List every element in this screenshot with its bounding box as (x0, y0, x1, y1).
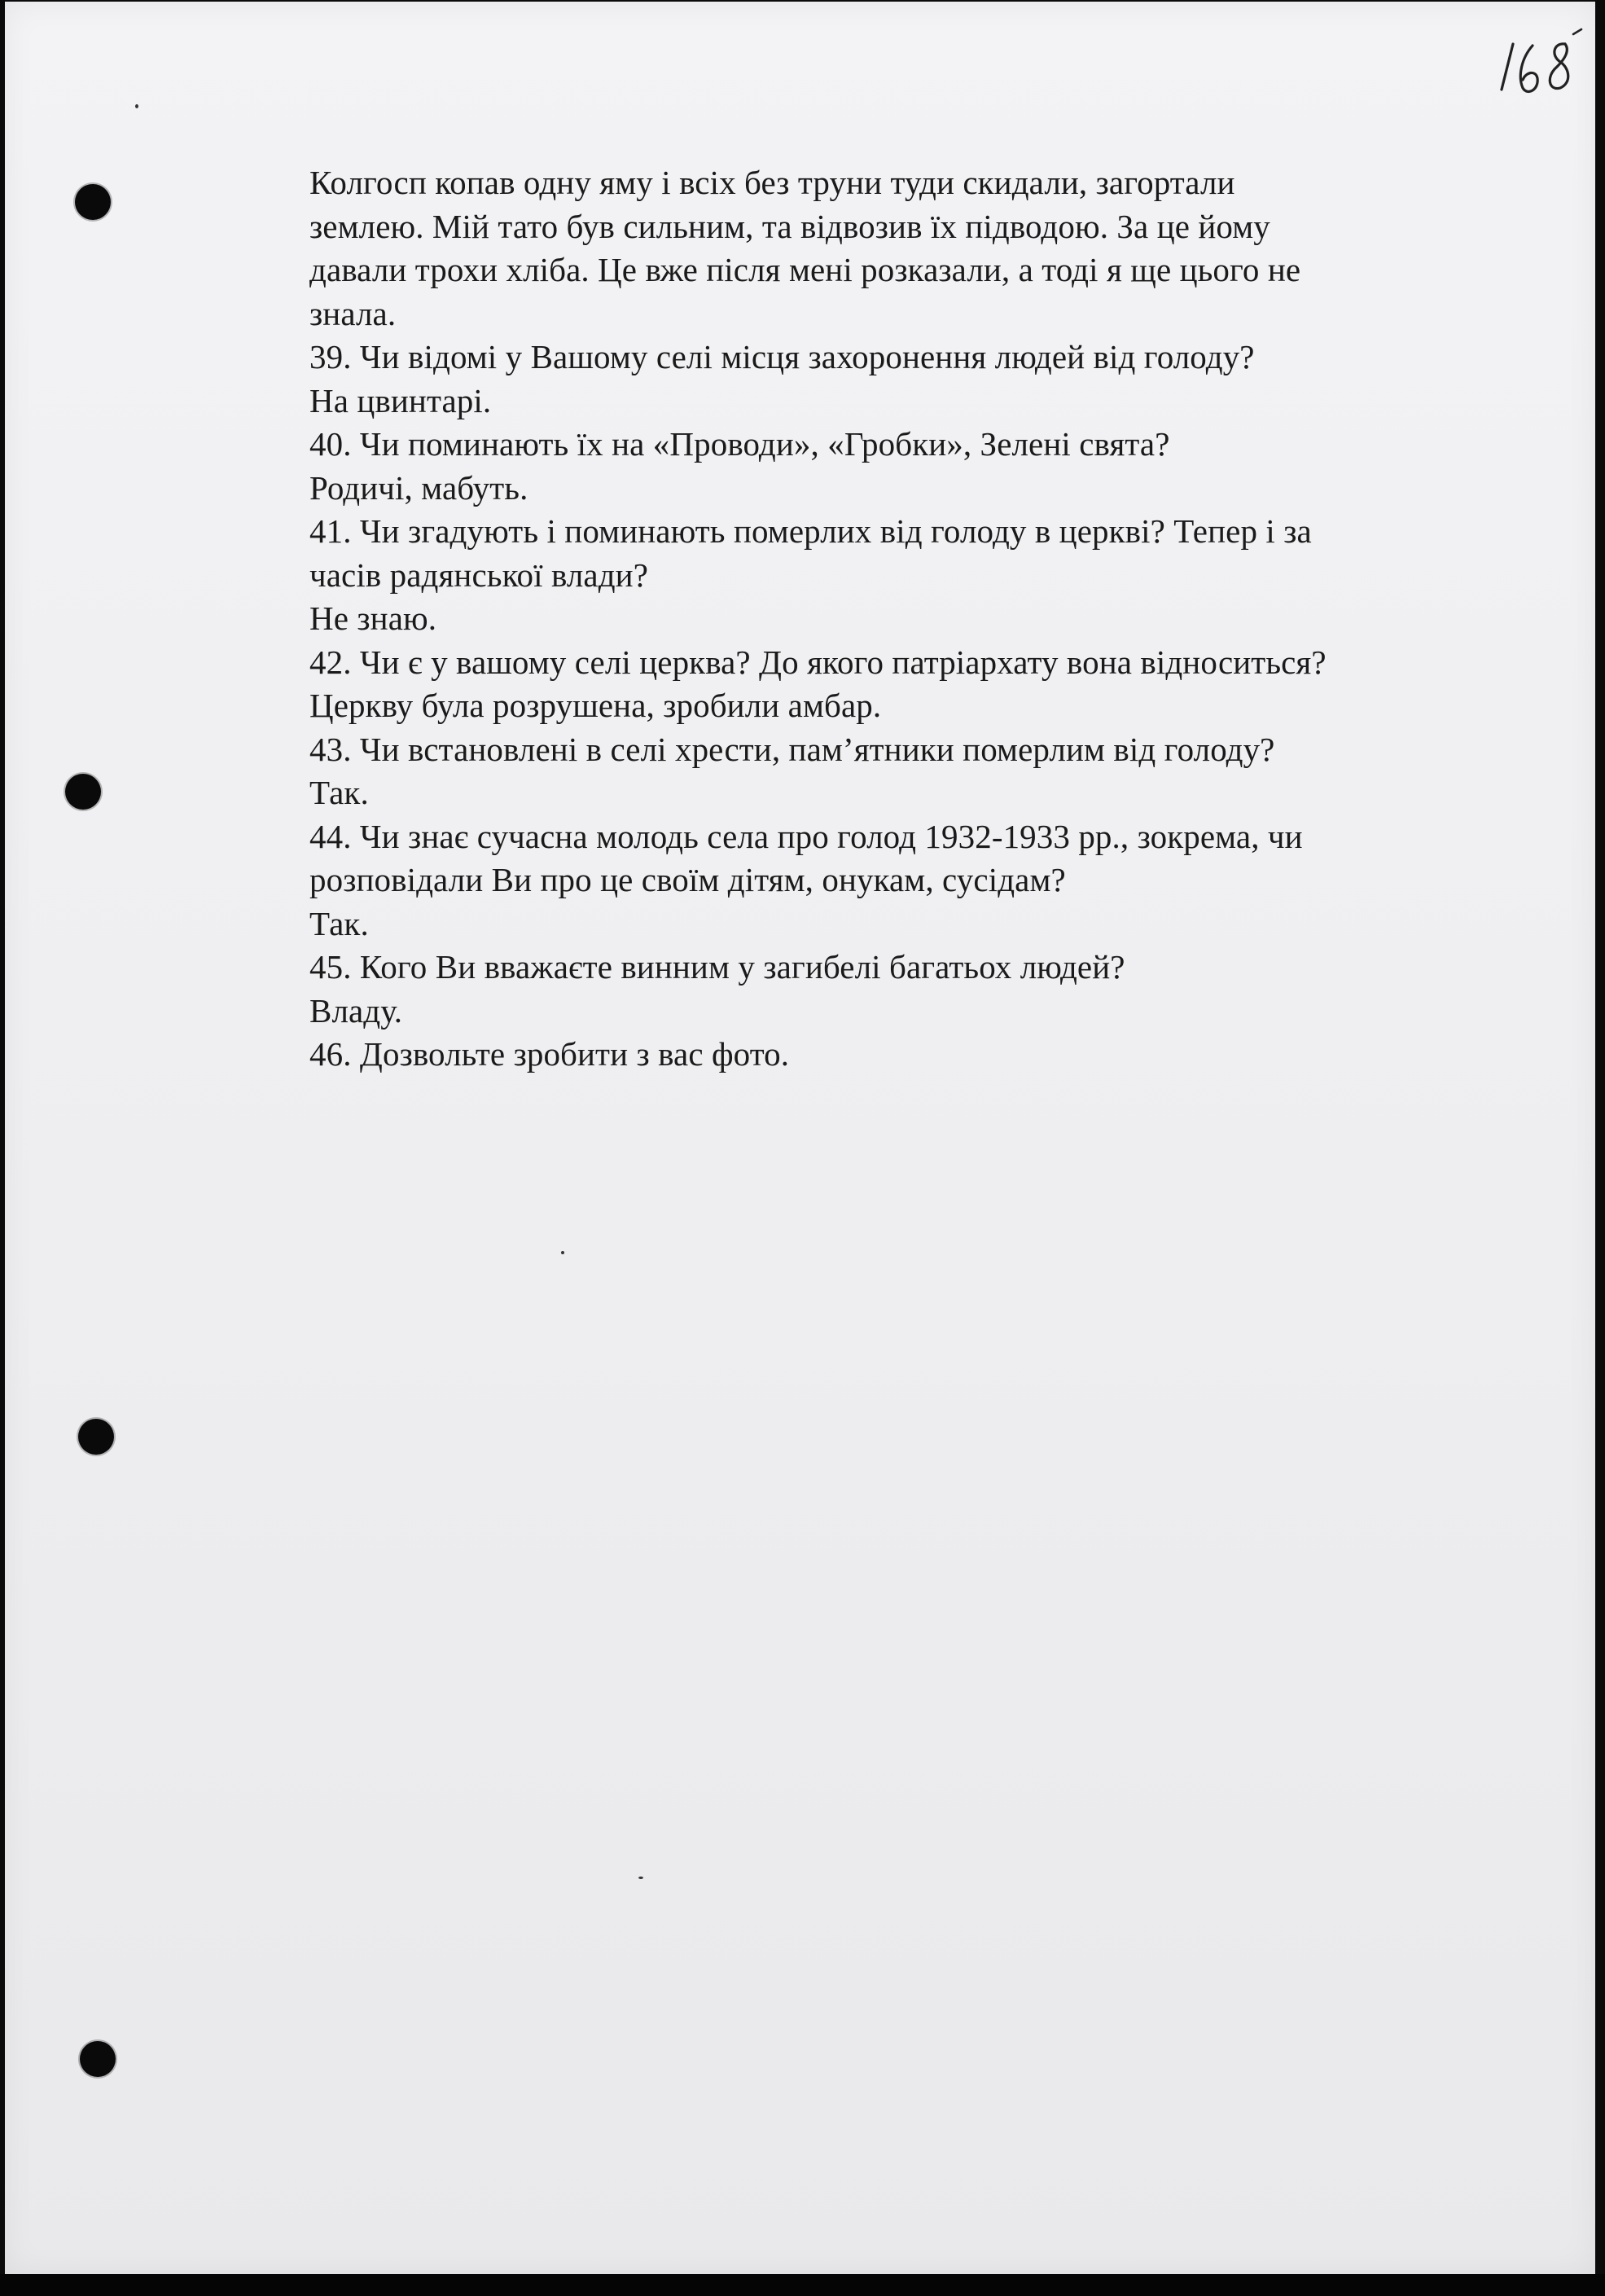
answer-line: Родичі, мабуть. (309, 468, 528, 507)
handwritten-page-number (1485, 26, 1591, 108)
answer-line: Не знаю. (309, 599, 437, 637)
text-line: знала. (309, 294, 397, 332)
punch-hole-3 (78, 1419, 114, 1455)
text-line: Колгосп копав одну яму і всіх без труни туди скидали, загортали (309, 164, 1235, 201)
question-line: 43. Чи встановлені в селі хрести, пам’ятники померлим від голоду? (309, 730, 1275, 768)
document-page (5, 2, 1595, 2274)
answer-line: Так. (309, 904, 369, 942)
question-line: 46. Дозвольте зробити з вас фото. (309, 1035, 790, 1073)
dust-speck (638, 1877, 643, 1879)
question-line: 45. Кого Ви вважаєте винним у загибелі багатьох людей? (309, 948, 1125, 986)
answer-line: Владу. (309, 991, 403, 1029)
text-line: землею. Мій тато був сильним, та відвозив їх підводою. За це йому (309, 207, 1270, 245)
question-line: часів радянської влади? (309, 555, 649, 594)
question-line: 44. Чи знає сучасна молодь села про голод 1932-1933 рр., зокрема, чи (309, 817, 1303, 855)
answer-line: Так. (309, 774, 369, 811)
dust-speck (561, 1251, 564, 1254)
question-line: 40. Чи поминають їх на «Проводи», «Гробки», Зелені свята? (309, 425, 1170, 463)
question-line: 41. Чи згадують і поминають померлих від голоду в церкві? Тепер і за (309, 512, 1312, 550)
answer-line: Церкву була розрушена, зробили амбар. (309, 687, 882, 724)
punch-hole-2 (65, 774, 101, 810)
answer-line: На цвинтарі. (309, 381, 492, 419)
punch-hole-1 (75, 184, 111, 220)
question-line: 39. Чи відомі у Вашому селі місця захоронення людей від голоду? (309, 338, 1255, 375)
question-line: розповідали Ви про це своїм дітям, онукам, сусідам? (309, 861, 1066, 898)
question-line: 42. Чи є у вашому селі церква? До якого патріархату вона відноситься? (309, 643, 1327, 681)
scan-border (0, 2274, 1605, 2296)
punch-hole-4 (80, 2041, 116, 2077)
document-body (309, 161, 1474, 1077)
dust-speck (135, 104, 138, 108)
page-number-handwriting (1485, 26, 1591, 108)
text-line: давали трохи хліба. Це вже після мені розказали, а тоді я ще цього не (309, 251, 1301, 288)
